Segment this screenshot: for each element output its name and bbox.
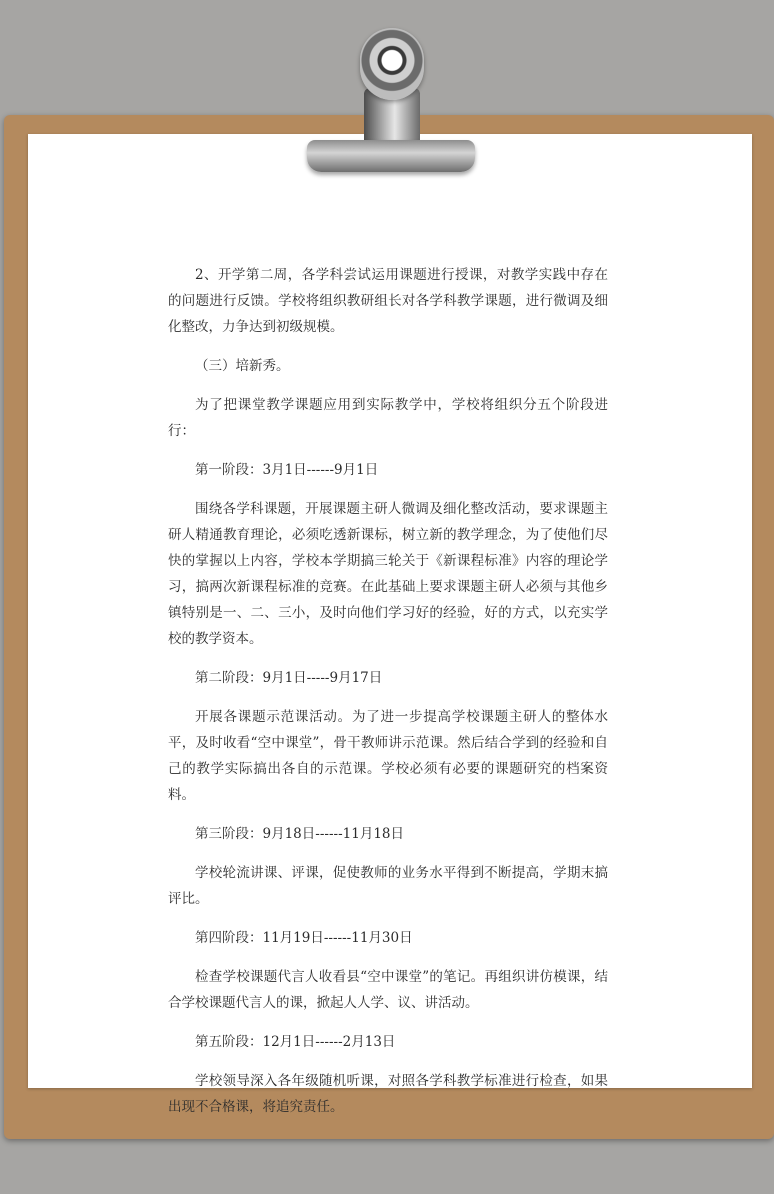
paragraph: 开展各课题示范课活动。为了进一步提高学校课题主研人的整体水平，及时收看“空中课堂”，骨干教师讲示范课。然后结合学到的经验和自己的教学实际搞出各自的示范课。学校必须有必要的课题研究的档案资料。 bbox=[168, 709, 608, 803]
section-heading: （三）培新秀。 bbox=[195, 358, 290, 374]
stage-heading: 第五阶段：12月1日------2月13日 bbox=[195, 1034, 396, 1050]
stage-heading: 第四阶段：11月19日------11月30日 bbox=[195, 930, 413, 946]
paragraph: 学校轮流讲课、评课，促使教师的业务水平得到不断提高，学期末搞评比。 bbox=[168, 865, 608, 907]
document-body bbox=[168, 262, 608, 1133]
stage-heading: 第二阶段：9月1日-----9月17日 bbox=[195, 670, 383, 686]
paragraph: 检查学校课题代言人收看县“空中课堂”的笔记。再组织讲仿模课，结合学校课题代言人的课，掀起人人学、议、讲活动。 bbox=[168, 969, 608, 1011]
paragraph: 为了把课堂教学课题应用到实际教学中，学校将组织分五个阶段进行： bbox=[168, 397, 608, 439]
clip-ring-icon bbox=[360, 28, 424, 100]
paragraph: 学校领导深入各年级随机听课，对照各学科教学标准进行检查，如果出现不合格课，将追究责任。 bbox=[168, 1073, 608, 1115]
stage-heading: 第一阶段：3月1日------9月1日 bbox=[195, 462, 379, 478]
paragraph: 围绕各学科课题，开展课题主研人微调及细化整改活动，要求课题主研人精通教育理论，必须吃透新课标，树立新的教学理念，为了使他们尽快的掌握以上内容，学校本学期搞三轮关于《新课程标准》内容的理论学习，搞两次新课程标准的竞赛。在此基础上要求课题主研人必须与其他乡镇特别是一、二、三小，及时向他们学习好的经验，好的方式，以充实学校的教学资本。 bbox=[168, 501, 608, 647]
clip-plate bbox=[307, 140, 475, 172]
stage-heading: 第三阶段：9月18日------11月18日 bbox=[195, 826, 404, 842]
paragraph: 2、开学第二周，各学科尝试运用课题进行授课，对教学实践中存在的问题进行反馈。学校将组织教研组长对各学科教学课题，进行微调及细化整改，力争达到初级规模。 bbox=[168, 267, 608, 335]
